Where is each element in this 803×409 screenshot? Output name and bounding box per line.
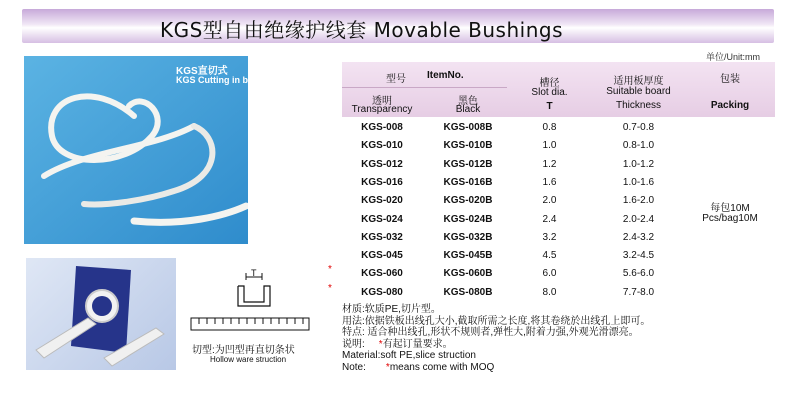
row-board-thickness: 0.8-1.0 [622,140,655,151]
header-board-cn: 适用板厚度 [613,76,664,87]
moq-star-marker: * [328,283,332,294]
row-board-thickness: 7.7-8.0 [622,287,655,298]
row-item-transparent: KGS-010 [361,140,403,151]
header-slot-cn: 槽径 [539,78,560,89]
header-board-en1: Suitable board [606,86,671,97]
row-item-black: KGS-045B [443,250,493,261]
notes-block [342,304,650,373]
header-model-cn: 型号 [386,74,406,85]
row-item-transparent: KGS-032 [361,232,403,243]
row-item-transparent: KGS-080 [361,287,403,298]
header-board-en2: Thickness [615,100,661,111]
moq-star-marker: * [328,264,332,275]
row-item-transparent: KGS-024 [361,214,403,225]
row-slot-dia: 8.0 [542,287,557,298]
note-label: Note: [342,361,366,373]
row-item-black: KGS-080B [443,287,493,298]
row-item-transparent: KGS-008 [361,122,403,133]
note-text: means come with MOQ [389,361,495,373]
row-slot-dia: 0.8 [542,122,557,133]
header-slot-symbol: T [546,101,553,112]
profile-diagram [188,268,313,342]
row-board-thickness: 1.0-1.6 [622,177,655,188]
row-slot-dia: 4.5 [542,250,557,261]
application-photo [26,258,176,370]
row-item-black: KGS-020B [443,195,493,206]
row-board-thickness: 2.0-2.4 [622,214,655,225]
row-item-black: KGS-008B [443,122,493,133]
row-item-black: KGS-032B [443,232,493,243]
row-item-black: KGS-024B [443,214,493,225]
note-star: * [385,361,390,373]
row-item-black: KGS-016B [443,177,493,188]
note-explain-star: * [378,338,383,350]
row-slot-dia: 2.0 [542,195,557,206]
header-black-cn: 黑色 [458,96,478,107]
row-board-thickness: 1.0-1.2 [622,159,655,170]
row-item-transparent: KGS-060 [361,268,403,279]
profile-label-cn: 切型:为凹型再直切条状 [192,345,295,356]
header-black-en: Black [455,104,481,115]
row-item-black: KGS-012B [443,159,493,170]
row-board-thickness: 1.6-2.0 [622,195,655,206]
row-board-thickness: 5.6-6.0 [622,268,655,279]
note-explain-text: 有起订量要求。 [382,338,453,350]
row-board-thickness: 2.4-3.2 [622,232,655,243]
unit-label: 单位/Unit:mm [706,52,761,62]
note-explain-line [342,339,650,351]
page-title: KGS型自由绝缘护线套 Movable Bushings [160,18,564,42]
header-transparency-cn: 透明 [372,96,392,107]
note-moq-line [342,362,650,374]
photo-caption-en: KGS Cutting in bar [176,75,257,85]
photo-caption-cn: KGS直切式 [176,66,228,77]
note-feature-cn: 特点: 适合种出线孔,形状不规则者,弹性大,附着力强,外观光滑漂亮。 [342,327,639,338]
header-pack-cn: 包装 [720,74,740,85]
profile-label-en: Hollow ware struction [210,355,287,364]
row-item-transparent: KGS-020 [361,195,403,206]
header-transparency-en: Transparency [351,104,413,115]
packing-cn: 每包10M [710,203,750,214]
row-slot-dia: 2.4 [542,214,557,225]
note-explain-label: 说明: [342,338,365,350]
header-divider [342,87,507,88]
row-item-transparent: KGS-012 [361,159,403,170]
row-slot-dia: 1.2 [542,159,557,170]
header-itemno: ItemNo. [427,70,464,81]
panel-bushing-image [26,258,176,370]
row-item-transparent: KGS-045 [361,250,403,261]
row-slot-dia: 1.0 [542,140,557,151]
note-material-en: Material:soft PE,slice struction [342,350,476,361]
row-slot-dia: 6.0 [542,268,557,279]
header-slot-en: Slot dia. [531,87,568,98]
row-slot-dia: 1.6 [542,177,557,188]
row-item-black: KGS-060B [443,268,493,279]
note-usage-cn: 用法:依据铁板出线孔大小,截取所需之长度,将其卷绕於出线孔上即可。 [342,315,651,327]
packing-en: Pcs/bag10M [702,213,758,224]
note-material-cn: 材质:软质PE,切片型。 [342,304,441,315]
row-board-thickness: 3.2-4.5 [622,250,655,261]
row-slot-dia: 3.2 [542,232,557,243]
row-board-thickness: 0.7-0.8 [622,122,655,133]
row-item-black: KGS-010B [443,140,493,151]
header-pack-en: Packing [710,100,750,111]
row-item-transparent: KGS-016 [361,177,403,188]
profile-dim-label: T [251,268,257,278]
